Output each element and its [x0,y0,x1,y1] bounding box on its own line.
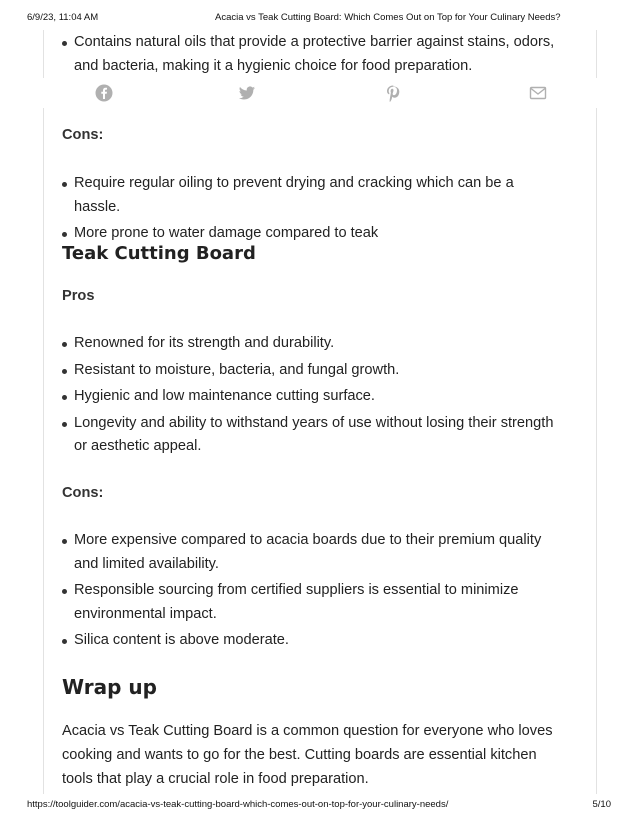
teak-pros-list [62,332,562,459]
twitter-icon[interactable] [238,84,256,102]
list-item: More prone to water damage compared to teak [62,222,562,246]
list-item: Silica content is above moderate. [62,629,562,653]
pinterest-icon[interactable] [384,84,402,102]
right-vertical-rule-lower [596,108,597,794]
print-date: 6/9/23, 11:04 AM [27,12,99,23]
page-url: https://toolguider.com/acacia-vs-teak-cutting-board-which-comes-out-on-top-for-your-culinary-needs/ [27,799,449,810]
wrap-up-heading: Wrap up [62,675,157,699]
acacia-cons-label: Cons: [62,127,104,143]
email-icon[interactable] [529,84,547,102]
left-vertical-rule-lower [43,108,44,794]
wrap-up-paragraph: Acacia vs Teak Cutting Board is a common question for everyone who loves cooking and wants to go for the best. Cutting boards are essential kitchen tools that play a crucial role in food preparation. [62,723,553,787]
acacia-pros-list [62,31,562,78]
list-item: Resistant to moisture, bacteria, and fungal growth. [62,359,562,383]
teak-pros-label: Pros [62,288,95,304]
list-item: More expensive compared to acacia boards due to their premium quality and limited availability. [62,529,562,576]
list-item: Renowned for its strength and durability. [62,332,562,356]
teak-cons-label: Cons: [62,485,104,501]
list-item: Require regular oiling to prevent drying and cracking which can be a hassle. [62,172,562,219]
page-number: 5/10 [592,799,611,810]
list-item: Longevity and ability to withstand years of use without losing their strength or aesthetic appeal. [62,412,562,459]
facebook-icon[interactable] [95,84,113,102]
teak-heading: Teak Cutting Board [62,243,256,264]
share-bar [95,84,547,104]
list-item: Contains natural oils that provide a protective barrier against stains, odors, and bacteria, making it a hygienic choice for food preparation. [62,31,562,78]
list-item: Responsible sourcing from certified suppliers is essential to minimize environmental impact. [62,579,562,626]
list-item: Hygienic and low maintenance cutting surface. [62,385,562,409]
teak-cons-list [62,529,562,653]
acacia-cons-list [62,172,562,246]
right-vertical-rule [596,30,597,78]
print-title: Acacia vs Teak Cutting Board: Which Comes Out on Top for Your Culinary Needs? [215,12,561,23]
left-vertical-rule [43,30,44,78]
